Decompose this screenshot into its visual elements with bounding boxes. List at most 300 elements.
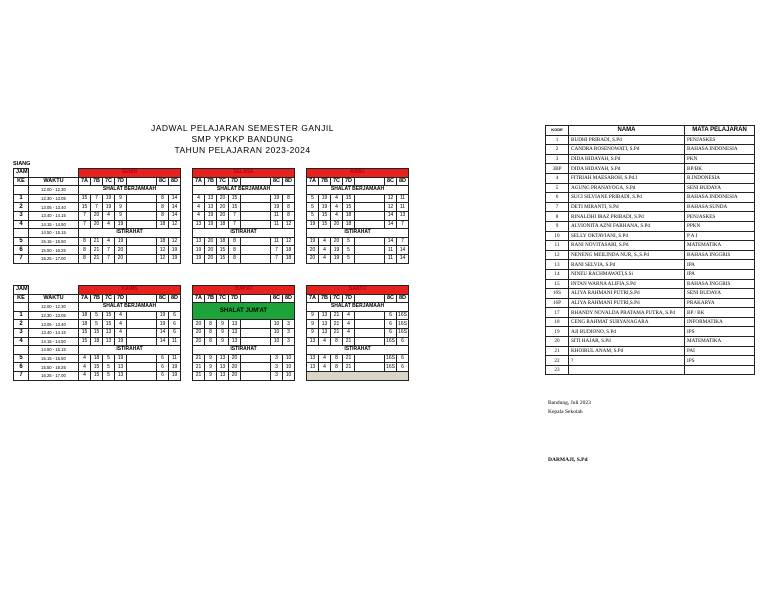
schedule-cell: 16S — [398, 320, 407, 327]
ke-header: KE — [14, 294, 29, 303]
schedule-cell: 13 — [319, 311, 331, 320]
schedule-cell: 20 — [115, 254, 127, 263]
schedule-cell: 14 — [169, 211, 181, 220]
schedule-cell: 21 — [331, 328, 343, 337]
schedule-cell: 21 — [91, 237, 103, 246]
class-header: 7A — [193, 177, 205, 186]
schedule-cell: 12 — [385, 194, 397, 203]
schedule-cell: 3 — [283, 320, 295, 329]
class-header: 7C — [103, 177, 115, 186]
period-time: 14.15 - 14.50 — [29, 337, 79, 346]
class-header: 8D — [169, 177, 181, 186]
schedule-cell — [241, 220, 271, 229]
teacher-subject: SENI BUDAYA — [685, 289, 755, 299]
teacher-row — [546, 279, 755, 289]
teacher-code: 7 — [546, 202, 569, 212]
schedule-cell: 12 — [169, 220, 181, 229]
schedule-cell — [355, 328, 385, 337]
schedule-cell: 8 — [205, 320, 217, 329]
teacher-code: 20 — [546, 337, 569, 347]
schedule-cell: 19 — [319, 203, 331, 212]
class-header: 7D — [229, 177, 241, 186]
schedule-cell: 8 — [283, 203, 295, 212]
schedule-cell: 18 — [91, 337, 103, 346]
teacher-name: RANI SELVIA, S.Pd — [569, 260, 685, 270]
schedule-cell: 4 — [331, 194, 343, 203]
period-time: 15.50 - 16.25 — [29, 363, 79, 372]
teacher-code: 18 — [546, 317, 569, 327]
schedule-cell: 18 — [217, 237, 229, 246]
schedule-cell: 4 — [319, 237, 331, 246]
schedule-cell: 16S — [398, 312, 407, 319]
period-empty — [14, 346, 29, 355]
schedule-cell: 19 — [169, 363, 181, 372]
schedule-cell: 4 — [79, 371, 91, 380]
schedule-cell: 20 — [91, 211, 103, 220]
period-number: 4 — [14, 220, 29, 229]
period-empty — [14, 229, 29, 238]
schedule-cell — [355, 354, 385, 363]
shalat-cell: SHALAT BERJAMAAH — [307, 186, 409, 195]
schedule-cell: 13 — [115, 371, 127, 380]
schedule-cell: 20 — [205, 246, 217, 255]
schedule-cell: 13 — [205, 203, 217, 212]
schedule-cell: 13 — [229, 320, 241, 329]
period-time: 16.25 - 17.00 — [29, 371, 79, 380]
class-header — [241, 177, 271, 186]
schedule-cell: 15 — [217, 254, 229, 263]
schedule-cell: 4 — [103, 220, 115, 229]
schedule-cell: 4 — [193, 203, 205, 212]
period-number: 6 — [14, 363, 29, 372]
teacher-name: SITI HAJAR, S.Pd — [569, 337, 685, 347]
schedule-cell: 15 — [91, 363, 103, 372]
schedule-cell: 6 — [157, 371, 169, 380]
class-header: 7C — [103, 294, 115, 303]
schedule-cell: 8 — [205, 328, 217, 337]
jam-header: JAM — [14, 169, 29, 178]
schedule-table — [13, 285, 409, 381]
class-header: 7D — [115, 294, 127, 303]
class-header: 8C — [271, 177, 283, 186]
schedule-cell: 19 — [193, 254, 205, 263]
shalat-cell: SHALAT BERJAMAAH — [193, 186, 295, 195]
class-header: 8D — [397, 294, 409, 303]
schedule-cell: 13 — [217, 354, 229, 363]
signature-block — [548, 399, 591, 417]
schedule-cell: 13 — [217, 371, 229, 380]
schedule-cell: 14 — [397, 254, 409, 263]
class-header: 7B — [205, 177, 217, 186]
schedule-cell: 15 — [343, 194, 355, 203]
schedule-cell: 6 — [169, 320, 181, 329]
teacher-code: 23 — [546, 365, 569, 375]
teacher-code: 15 — [546, 279, 569, 289]
schedule-cell: 9 — [205, 354, 217, 363]
schedule-cell: 15 — [79, 203, 91, 212]
teacher-name: ALIYA RAHMANI PUTRI,S.Pd — [569, 289, 685, 299]
teacher-row — [546, 221, 755, 231]
schedule-cell: 13 — [193, 220, 205, 229]
teacher-subject: BAHASA INGGRIS — [685, 250, 755, 260]
schedule-cell: 9 — [115, 194, 127, 203]
schedule-cell: 13 — [229, 328, 241, 337]
schedule-cell: 6 — [397, 337, 409, 346]
signer-name: DARMAJI, S.Pd — [548, 457, 588, 463]
period-time: 13.05 - 13.40 — [29, 320, 79, 329]
teacher-row — [546, 231, 755, 241]
schedule-cell: 5 — [91, 320, 103, 329]
class-header — [127, 294, 157, 303]
istirahat-cell: ISTIRAHAT — [193, 229, 295, 238]
schedule-cell — [355, 237, 385, 246]
teacher-code: 3 — [546, 154, 569, 164]
teacher-row — [546, 260, 755, 270]
schedule-cell — [127, 320, 157, 329]
teacher-row — [546, 202, 755, 212]
teacher-subject: PKN — [685, 154, 755, 164]
schedule-cell: 15 — [319, 220, 331, 229]
schedule-cell: 11 — [169, 337, 181, 346]
schedule-cell: 13 — [103, 328, 115, 337]
schedule-cell: 4 — [331, 211, 343, 220]
schedule-cell — [355, 363, 385, 372]
schedule-cell: 18 — [343, 220, 355, 229]
schedule-cell: 8 — [79, 246, 91, 255]
period-empty — [14, 186, 29, 195]
schedule-cell: 18 — [79, 320, 91, 329]
period-number: 4 — [14, 337, 29, 346]
teacher-name: NINEU RACHMAWATI,S.Si — [569, 269, 685, 279]
schedule-cell: 7 — [271, 254, 283, 263]
class-header: 8C — [157, 177, 169, 186]
teacher-code: 8 — [546, 212, 569, 222]
schedule-cell: 7 — [91, 194, 103, 203]
class-header: 7B — [205, 294, 217, 303]
schedule-cell: 16S — [398, 329, 407, 336]
teacher-row — [546, 145, 755, 155]
class-header: 7C — [331, 294, 343, 303]
period-time: 12.30 - 13.05 — [29, 311, 79, 320]
schedule-cell: 11 — [169, 354, 181, 363]
schedule-cell — [355, 320, 385, 329]
schedule-cell: 21 — [343, 363, 355, 372]
teacher-row — [546, 289, 755, 299]
teacher-subject — [685, 365, 755, 375]
schedule-cell: 18 — [283, 246, 295, 255]
schedule-cell — [241, 337, 271, 346]
period-time: 16.25 - 17.00 — [29, 254, 79, 263]
schedule-cell: 13 — [307, 363, 319, 372]
schedule-cell: 8 — [79, 237, 91, 246]
schedule-cell — [127, 371, 157, 380]
period-empty — [14, 303, 29, 312]
teacher-name: CANDRA ROSENOWATI, S.Pd — [569, 145, 685, 155]
schedule-cell — [355, 194, 385, 203]
class-header: 7A — [307, 177, 319, 186]
period-number: 1 — [14, 311, 29, 320]
schedule-cell: 21 — [331, 311, 343, 320]
period-number: 7 — [14, 371, 29, 380]
schedule-cell: 11 — [271, 211, 283, 220]
schedule-cell: 14 — [385, 211, 397, 220]
class-header: 7A — [193, 294, 205, 303]
break-time: 14.50 - 15.15 — [29, 229, 79, 238]
teacher-code: 11 — [546, 241, 569, 251]
schedule-cell: 14 — [397, 246, 409, 255]
class-header: 8D — [283, 294, 295, 303]
teacher-code: 12 — [546, 250, 569, 260]
teacher-name: RANI NOVITASARI, S.Pd — [569, 241, 685, 251]
schedule-cell: 4 — [319, 363, 331, 372]
teacher-name: CENG RAHMAT SURYANAGARA — [569, 317, 685, 327]
title-line-1: JADWAL PELAJARAN SEMESTER GANJIL — [150, 123, 335, 133]
period-number: 5 — [14, 354, 29, 363]
schedule-cell: 7 — [397, 237, 409, 246]
schedule-cell: 19 — [331, 246, 343, 255]
signer-role: Kepala Sekolah — [548, 409, 583, 415]
teacher-subject: BAHASA SUNDA — [685, 202, 755, 212]
class-header: 7C — [217, 177, 229, 186]
teacher-subject: PENJASKES — [685, 135, 755, 145]
teacher-subject: B.INDONESIA — [685, 173, 755, 183]
schedule-cell: 20 — [331, 237, 343, 246]
schedule-cell: 5 — [103, 363, 115, 372]
schedule-cell — [241, 194, 271, 203]
schedule-cell: 9 — [217, 320, 229, 329]
schedule-cell — [355, 203, 385, 212]
teacher-name: SELLY OKTAVIANI, S.Pd — [569, 231, 685, 241]
teacher-subject: BP/BK — [685, 164, 755, 174]
teacher-name: FITRIAH MAESAROH, S.Pd.I — [569, 173, 685, 183]
schedule-cell: 18 — [157, 220, 169, 229]
class-header: 8D — [397, 177, 409, 186]
schedule-cell — [127, 237, 157, 246]
teacher-name: BUDHI PRIBADI, S.Pd — [569, 135, 685, 145]
schedule-cell: 8 — [79, 254, 91, 263]
schedule-cell: 13 — [229, 337, 241, 346]
schedule-cell: 3 — [271, 371, 283, 380]
schedule-cell: 19 — [193, 246, 205, 255]
schedule-cell: 19 — [157, 320, 169, 329]
class-header: 7B — [319, 294, 331, 303]
schedule-cell: 5 — [103, 371, 115, 380]
istirahat-cell: ISTIRAHAT — [193, 346, 295, 355]
schedule-cell: 6 — [397, 363, 409, 372]
teacher-code: 14 — [546, 269, 569, 279]
schedule-cell: 20 — [217, 203, 229, 212]
schedule-cell: 8 — [229, 237, 241, 246]
schedule-cell: 14 — [169, 194, 181, 203]
teacher-subject: BAHASA INDONESIA — [685, 193, 755, 203]
teacher-name: AJI BUDIONO, S.Pd — [569, 327, 685, 337]
teacher-name: SUCI SILVIANE PRIBADI, S.Pd — [569, 193, 685, 203]
schedule-cell: 12 — [283, 237, 295, 246]
schedule-cell: 5 — [307, 194, 319, 203]
teacher-row — [546, 298, 755, 308]
jam-header: JAM — [14, 286, 29, 295]
teacher-name: ALVIONITA AZNI FARHANA, S.Pd — [569, 221, 685, 231]
day-header-0: SENIN — [79, 169, 181, 178]
schedule-cell — [241, 211, 271, 220]
schedule-cell: 7 — [91, 203, 103, 212]
schedule-cell: 19 — [169, 371, 181, 380]
teacher-row — [546, 346, 755, 356]
schedule-cell: 5 — [343, 237, 355, 246]
teacher-name: ALIYA RAHMANI PUTRI,S.Pd — [569, 298, 685, 308]
schedule-cell: 21 — [193, 354, 205, 363]
teacher-code: 17 — [546, 308, 569, 318]
schedule-cell: 15 — [79, 194, 91, 203]
schedule-cell: 12 — [157, 246, 169, 255]
schedule-cell: 15 — [217, 246, 229, 255]
schedule-cell: 20 — [91, 220, 103, 229]
schedule-cell: 19 — [271, 194, 283, 203]
teacher-subject: IPA — [685, 260, 755, 270]
schedule-cell: 20 — [307, 246, 319, 255]
schedule-cell: 20 — [193, 320, 205, 329]
waktu-header: WAKTU — [29, 177, 79, 186]
schedule-cell: 8 — [157, 203, 169, 212]
day-header-2: RABU — [307, 169, 409, 178]
class-header: 7D — [343, 177, 355, 186]
title-line-3: TAHUN PELAJARAN 2023-2024 — [174, 145, 311, 155]
schedule-cell — [127, 254, 157, 263]
schedule-cell: 4 — [319, 337, 331, 346]
schedule-cell: 21 — [91, 254, 103, 263]
class-header: 7B — [319, 177, 331, 186]
schedule-cell: 11 — [385, 254, 397, 263]
schedule-cell: 19 — [157, 311, 169, 320]
teacher-row — [546, 173, 755, 183]
teacher-code: 5 — [546, 183, 569, 193]
class-header: 7A — [79, 177, 91, 186]
shalat-jumat-cell: SHALAT JUM'AT — [193, 303, 295, 320]
schedule-cell: 13 — [319, 328, 331, 337]
schedule-cell: 7 — [103, 246, 115, 255]
schedule-cell — [355, 254, 385, 263]
teacher-subject: IPS — [685, 356, 755, 366]
teacher-name: NENENG MEILINDA NUR, S.,S.Pd — [569, 250, 685, 260]
schedule-cell — [241, 203, 271, 212]
period-number: 6 — [14, 246, 29, 255]
teacher-row — [546, 193, 755, 203]
class-header: 8C — [385, 294, 397, 303]
schedule-cell — [355, 220, 385, 229]
schedule-cell: 20 — [331, 220, 343, 229]
schedule-cell: 5 — [343, 254, 355, 263]
schedule-cell — [241, 328, 271, 337]
schedule-cell: 18 — [79, 311, 91, 320]
schedule-cell: 7 — [397, 220, 409, 229]
schedule-cell: 20 — [205, 237, 217, 246]
teacher-subject: PRAKARYA — [685, 298, 755, 308]
schedule-cell: 13 — [397, 211, 409, 220]
schedule-cell: 19 — [331, 254, 343, 263]
class-header — [355, 177, 385, 186]
schedule-cell: 19 — [307, 237, 319, 246]
schedule-cell: 8 — [331, 354, 343, 363]
teacher-row — [546, 241, 755, 251]
teacher-header: KODE — [546, 126, 569, 136]
schedule-cell: 15 — [229, 194, 241, 203]
schedule-cell: 4 — [115, 311, 127, 320]
waktu-header: WAKTU — [29, 294, 79, 303]
schedule-cell — [127, 203, 157, 212]
schedule-cell: 16S — [386, 363, 395, 370]
schedule-cell: 15 — [343, 203, 355, 212]
schedule-cell: 15 — [103, 320, 115, 329]
schedule-cell — [127, 311, 157, 320]
class-header: 7A — [307, 294, 319, 303]
schedule-cell: 13 — [115, 363, 127, 372]
teacher-code: 3BP — [546, 164, 569, 174]
teacher-row — [546, 356, 755, 366]
teacher-name: INTAN WARNA ALIFIA,S.Pd — [569, 279, 685, 289]
schedule-cell: 15 — [319, 211, 331, 220]
period-time: 13.40 - 14.15 — [29, 328, 79, 337]
class-header: 8C — [271, 294, 283, 303]
schedule-cell: 3 — [271, 363, 283, 372]
place-date: Bandung, Juli 2023 — [548, 400, 591, 406]
schedule-cell: 19 — [103, 194, 115, 203]
schedule-cell: 19 — [103, 203, 115, 212]
teacher-subject: SENI BUDAYA — [685, 183, 755, 193]
schedule-cell: 7 — [229, 211, 241, 220]
schedule-cell — [127, 220, 157, 229]
schedule-cell — [355, 211, 385, 220]
schedule-cell: 20 — [205, 254, 217, 263]
schedule-cell — [241, 254, 271, 263]
teacher-row — [546, 135, 755, 145]
schedule-cell: 12 — [385, 203, 397, 212]
period-time: 13.05 - 13.40 — [29, 203, 79, 212]
teacher-subject: PPKN — [685, 221, 755, 231]
schedule-cell: 14 — [169, 203, 181, 212]
schedule-cell: 13 — [205, 194, 217, 203]
schedule-cell: 4 — [343, 311, 355, 320]
teacher-subject: INFORMATIKA — [685, 317, 755, 327]
class-header: 8C — [385, 177, 397, 186]
class-header: 8D — [169, 294, 181, 303]
teacher-code: 2 — [546, 145, 569, 155]
teacher-row — [546, 365, 755, 375]
schedule-cell: 6 — [397, 354, 409, 363]
schedule-cell: 7 — [79, 211, 91, 220]
schedule-cell: 19 — [271, 203, 283, 212]
teacher-name: DIDA HIDAYAH, S.Pd — [569, 154, 685, 164]
teacher-row — [546, 337, 755, 347]
schedule-cell: 20 — [229, 371, 241, 380]
schedule-cell: 20 — [193, 328, 205, 337]
class-header: 8D — [283, 177, 295, 186]
teacher-subject: MATEMATIKA — [685, 241, 755, 251]
teacher-row — [546, 183, 755, 193]
schedule-cell: 15 — [79, 337, 91, 346]
period-number: 3 — [14, 211, 29, 220]
schedule-cell: 7 — [229, 220, 241, 229]
schedule-cell: 3 — [283, 337, 295, 346]
period-time: 15.15 - 15.50 — [29, 237, 79, 246]
teacher-subject: IPA — [685, 269, 755, 279]
teacher-row — [546, 164, 755, 174]
schedule-cell: 10 — [283, 363, 295, 372]
schedule-cell: 21 — [331, 320, 343, 329]
schedule-cell: 4 — [193, 211, 205, 220]
schedule-cell: 11 — [271, 237, 283, 246]
class-header: 7A — [79, 294, 91, 303]
schedule-cell: 4 — [319, 246, 331, 255]
